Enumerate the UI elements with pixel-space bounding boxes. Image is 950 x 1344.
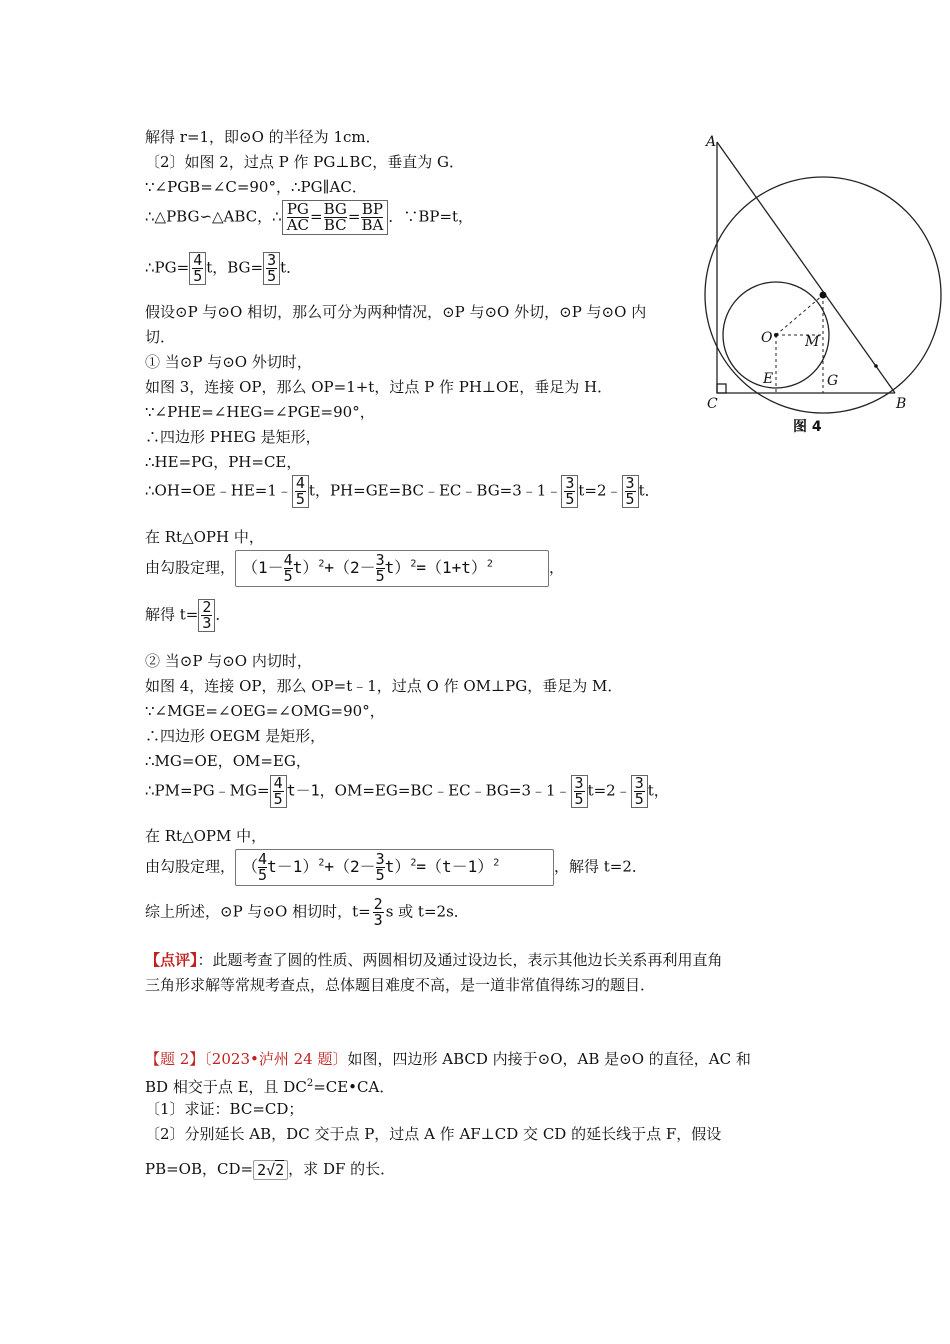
num: 3 xyxy=(634,774,644,792)
line-9: 如图 3，连接 OP，那么 OP=1+t，过点 P 作 PH⊥OE，垂足为 H． xyxy=(145,378,613,396)
frac-2-3 xyxy=(198,599,215,632)
var-t: t xyxy=(578,481,585,500)
num: 3 xyxy=(565,474,575,492)
square-sup: 2 xyxy=(410,558,417,570)
om-text: ，OM=EG=BC﹣EC﹣BG=3﹣1﹣ xyxy=(319,781,571,800)
line-16 xyxy=(145,599,230,632)
frac-3-5-t xyxy=(631,775,648,808)
line-24 xyxy=(145,849,647,886)
pythagoras-label: 由勾股定理， xyxy=(145,558,236,577)
frac-2-3 xyxy=(371,897,386,928)
q2-text: 如图，四边形 ABCD 内接于⊙O，AB 是⊙O 的直径，AC 和 xyxy=(347,1050,751,1068)
q2-line-5 xyxy=(145,1160,395,1180)
line-5 xyxy=(145,252,301,285)
root-coef: 2 xyxy=(257,1161,267,1179)
ph-text: ，PH=GE=BC﹣EC﹣BG=3﹣1﹣ xyxy=(314,481,562,500)
label-g: G xyxy=(827,373,839,389)
eq-part: +（2－ xyxy=(324,857,376,876)
den: 5 xyxy=(625,490,635,508)
num: 3 xyxy=(625,474,635,492)
frac-4-5 xyxy=(284,553,293,584)
ratio-den-2: BC xyxy=(323,216,347,234)
line-12: ∴HE=PG，PH=CE， xyxy=(145,453,302,471)
eq-part: =（1+t） xyxy=(416,558,487,577)
q2-line-3: 〔1〕求证：BC=CD； xyxy=(145,1100,304,1118)
var-t: t xyxy=(587,781,594,800)
frac-3-5-t xyxy=(622,475,639,508)
label-m: M xyxy=(805,334,820,350)
pythagoras-equation-2 xyxy=(235,849,554,886)
den: 5 xyxy=(565,490,575,508)
q2-text: PB=OB，CD= xyxy=(145,1160,254,1178)
line-13 xyxy=(145,475,660,508)
solve-text: 解得 t= xyxy=(145,605,199,624)
comma: ， xyxy=(653,781,669,800)
figure-4 xyxy=(700,130,945,440)
similar-triangles-text: ∴△PBG∽△ABC，∴ xyxy=(145,207,282,226)
var-t: t xyxy=(280,258,287,277)
line-20: ∴四边形 OEGM 是矩形， xyxy=(145,727,326,745)
square-sup: 2 xyxy=(318,857,325,869)
line-15 xyxy=(145,550,564,587)
line-11: ∴四边形 PHEG 是矩形， xyxy=(145,428,321,446)
square-sup: 2 xyxy=(318,558,325,570)
label-o: O xyxy=(761,330,773,346)
label-b: B xyxy=(896,396,907,412)
pg-label: ∴PG= xyxy=(145,258,190,277)
frac-4-5-t xyxy=(292,475,309,508)
var-t: t xyxy=(638,481,645,500)
line-27: 三角形求解等常规考查点，总体题目难度不高，是一道非常值得练习的题目． xyxy=(145,976,656,994)
ratio-num-2: BG xyxy=(323,200,347,218)
square-sup: 2 xyxy=(493,857,500,869)
eq-part: +（2－ xyxy=(324,558,376,577)
right-angle-mark xyxy=(717,384,726,393)
den: 5 xyxy=(267,267,277,285)
summary-tail: s 或 t=2s． xyxy=(385,902,469,921)
line-10: ∵∠PHE=∠HEG=∠PGE=90°， xyxy=(145,403,375,421)
frac-3-5-t xyxy=(571,775,588,808)
eq-sign: = xyxy=(310,207,323,226)
ratio-den-3: BA xyxy=(361,216,384,234)
line-6: 假设⊙P 与⊙O 相切，那么可分为两种情况，⊙P 与⊙O 外切，⊙P 与⊙O 内 xyxy=(145,303,647,321)
eq-part: =（t－1） xyxy=(416,857,494,876)
line-22 xyxy=(145,775,669,808)
num: 4 xyxy=(295,474,305,492)
line-2: 〔2〕如图 2，过点 P 作 PG⊥BC，垂直为 G． xyxy=(145,153,464,171)
frac-4-5-t xyxy=(189,252,206,285)
comma: ， xyxy=(549,558,565,577)
ratio-den-1: AC xyxy=(286,216,310,234)
question-tag: 【题 2】〔2023•泸州 24 题〕 xyxy=(145,1050,348,1068)
line-14: 在 Rt△OPH 中， xyxy=(145,528,264,546)
den: 5 xyxy=(258,866,268,884)
tick-point xyxy=(874,364,878,368)
point-o xyxy=(774,333,778,337)
eq-text: =2﹣ xyxy=(584,481,622,500)
line-18: 如图 4，连接 OP，那么 OP=t﹣1，过点 O 作 OM⊥PG，垂足为 M． xyxy=(145,677,623,695)
eq-part: （1－ xyxy=(242,558,284,577)
num: 3 xyxy=(375,551,385,569)
eq-text: =2﹣ xyxy=(593,781,631,800)
q2-text: =CE•CA． xyxy=(313,1078,395,1096)
summary-text: 综上所述，⊙P 与⊙O 相切时，t= xyxy=(145,902,371,921)
comment-text: ：此题考查了圆的性质、两圆相切及通过设边长，表示其他边长关系再利用直角 xyxy=(197,951,723,969)
var-t: t xyxy=(206,258,213,277)
num: 4 xyxy=(193,251,203,269)
ratio-num-3: BP xyxy=(361,200,383,218)
label-e: E xyxy=(763,371,774,387)
line-1: 解得 r=1，即⊙O 的半径为 1cm． xyxy=(145,128,381,146)
frac-3-5-t xyxy=(263,252,280,285)
eq-part: t－1） xyxy=(267,857,319,876)
eq-part: t） xyxy=(384,857,411,876)
frac-3-5-t xyxy=(561,475,578,508)
den: 5 xyxy=(634,790,644,808)
frac-3-5 xyxy=(376,852,385,883)
pythagoras-label: 由勾股定理， xyxy=(145,857,236,876)
q2-text: BD 相交于点 E，且 DC xyxy=(145,1078,307,1096)
q2-text: ，求 DF 的长． xyxy=(288,1160,396,1178)
sqrt-icon: √ xyxy=(266,1161,276,1179)
eq-part: （ xyxy=(242,857,259,876)
num: 4 xyxy=(283,551,293,569)
label-a: A xyxy=(706,134,717,150)
frac-4-5 xyxy=(258,852,267,883)
den: 5 xyxy=(283,567,293,585)
square-sup: 2 xyxy=(306,1078,314,1089)
den: 5 xyxy=(295,490,305,508)
var-t: t xyxy=(308,481,315,500)
square-sup: 2 xyxy=(486,558,493,570)
line-25 xyxy=(145,897,469,928)
line-3: ∵∠PGB=∠C=90°，∴PG∥AC． xyxy=(145,178,367,196)
q2-line-4: 〔2〕分别延长 AB，DC 交于点 P，过点 A 作 AF⊥CD 交 CD 的延长线于点 F，假设 xyxy=(145,1125,722,1143)
q2-line-2 xyxy=(145,1075,394,1096)
solve-text: ，解得 t=2． xyxy=(554,857,647,876)
line-8: ① 当⊙P 与⊙O 外切时， xyxy=(145,353,312,371)
num: 4 xyxy=(258,850,268,868)
line-21: ∴MG=OE，OM=EG， xyxy=(145,752,311,770)
den: 3 xyxy=(373,911,383,929)
num: 3 xyxy=(267,251,277,269)
root-formula xyxy=(253,1160,288,1180)
period: ． xyxy=(286,258,302,277)
eq-part: t） xyxy=(292,558,319,577)
pythagoras-equation-1 xyxy=(235,550,549,587)
den: 5 xyxy=(193,267,203,285)
line-4 xyxy=(145,200,473,235)
frac-4-5-t-minus-1 xyxy=(270,775,287,808)
comment-tag: 【点评】 xyxy=(145,951,198,969)
q2-line-1 xyxy=(145,1050,751,1068)
den: 5 xyxy=(375,567,385,585)
square-sup: 2 xyxy=(410,857,417,869)
num: 2 xyxy=(202,598,212,616)
var-t: t xyxy=(647,781,654,800)
eq-sign: = xyxy=(347,207,361,226)
den: 5 xyxy=(375,866,385,884)
line-17: ② 当⊙P 与⊙O 内切时， xyxy=(145,652,312,670)
bp-text: ．∵BP=t， xyxy=(388,207,474,226)
ratio-formula xyxy=(282,200,389,235)
num: 4 xyxy=(273,774,283,792)
segment-ab xyxy=(717,142,895,393)
eq-part: t） xyxy=(384,558,411,577)
den: 5 xyxy=(273,790,283,808)
point-p xyxy=(820,292,827,299)
period: ． xyxy=(215,605,231,624)
num: 3 xyxy=(375,850,385,868)
figure-caption: 图 4 xyxy=(793,419,822,435)
frac-3-5 xyxy=(376,553,385,584)
line-19: ∵∠MGE=∠OEG=∠OMG=90°， xyxy=(145,702,385,720)
label-c: C xyxy=(707,396,718,412)
oh-text: ∴OH=OE﹣HE=1﹣ xyxy=(145,481,292,500)
bg-label: ，BG= xyxy=(212,258,264,277)
line-7: 切． xyxy=(145,328,176,346)
den: 5 xyxy=(574,790,584,808)
period: ． xyxy=(644,481,660,500)
ratio-num-1: PG xyxy=(286,200,309,218)
line-26 xyxy=(145,951,723,969)
root-arg: 2 xyxy=(275,1161,285,1179)
line-23: 在 Rt△OPM 中， xyxy=(145,827,267,845)
t-minus-1: t－1 xyxy=(286,781,320,800)
num: 2 xyxy=(373,895,383,913)
pm-text: ∴PM=PG﹣MG= xyxy=(145,781,270,800)
den: 3 xyxy=(202,614,212,632)
num: 3 xyxy=(574,774,584,792)
